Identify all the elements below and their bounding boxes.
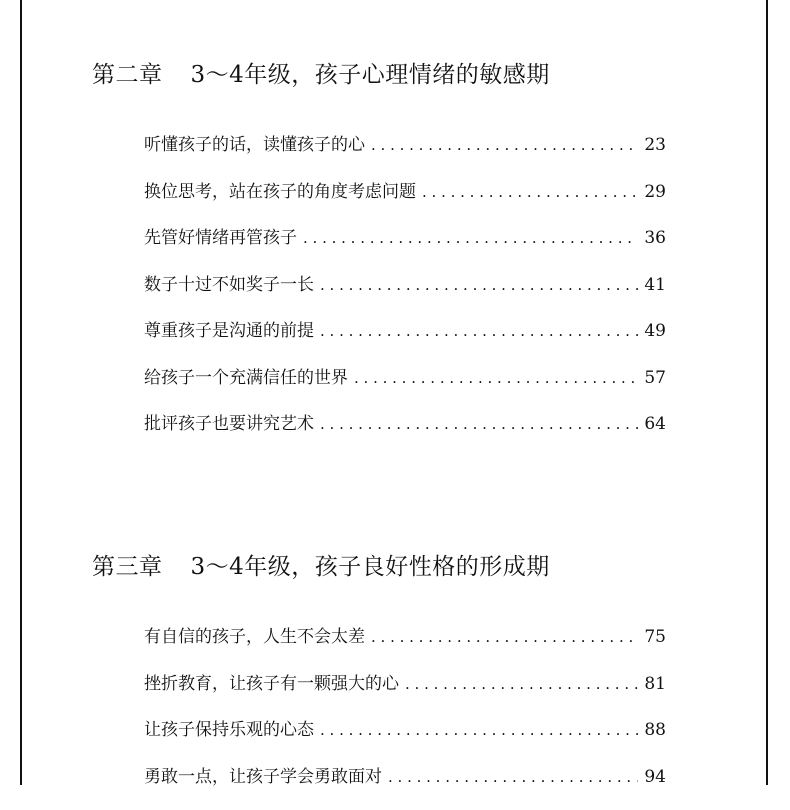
toc-entry[interactable] bbox=[144, 624, 666, 671]
dot-leader bbox=[371, 624, 638, 650]
dot-leader bbox=[371, 132, 638, 158]
toc-entry[interactable] bbox=[144, 411, 666, 458]
dot-leader bbox=[320, 272, 638, 298]
dot-leader bbox=[405, 671, 638, 697]
chapter-title: 3～4年级，孩子良好性格的形成期 bbox=[191, 554, 550, 580]
toc-entry-page: 57 bbox=[644, 365, 666, 391]
toc-entry-title: 批评孩子也要讲究艺术 bbox=[144, 411, 314, 437]
toc-entry-page: 64 bbox=[644, 411, 666, 437]
dot-leader bbox=[303, 225, 638, 251]
dot-leader bbox=[388, 764, 638, 790]
toc-entry-title: 有自信的孩子，人生不会太差 bbox=[144, 624, 365, 650]
dot-leader bbox=[422, 179, 638, 205]
toc-entry-title: 让孩子保持乐观的心态 bbox=[144, 717, 314, 743]
toc-entry-page: 81 bbox=[644, 671, 666, 697]
chapter-number: 第二章 bbox=[92, 60, 163, 90]
toc-entry-title: 勇敢一点，让孩子学会勇敢面对 bbox=[144, 764, 382, 790]
dot-leader bbox=[320, 411, 638, 437]
toc-entry-title: 尊重孩子是沟通的前提 bbox=[144, 318, 314, 344]
toc-entry-title: 换位思考，站在孩子的角度考虑问题 bbox=[144, 179, 416, 205]
toc-entry[interactable] bbox=[144, 365, 666, 412]
chapter-heading bbox=[92, 60, 712, 90]
toc-entry[interactable] bbox=[144, 272, 666, 319]
toc-entry-page: 94 bbox=[644, 764, 666, 790]
toc-entry[interactable] bbox=[144, 132, 666, 179]
toc-entry[interactable] bbox=[144, 717, 666, 764]
chapter-heading bbox=[92, 552, 712, 582]
toc-entry-page: 29 bbox=[644, 179, 666, 205]
toc-entry-title: 数子十过不如奖子一长 bbox=[144, 272, 314, 298]
toc-entry-list bbox=[144, 624, 666, 810]
chapter-section bbox=[92, 552, 712, 582]
toc-entry[interactable] bbox=[144, 764, 666, 810]
dot-leader bbox=[320, 717, 638, 743]
dot-leader bbox=[320, 318, 638, 344]
toc-entry[interactable] bbox=[144, 318, 666, 365]
toc-entry-title: 给孩子一个充满信任的世界 bbox=[144, 365, 348, 391]
toc-entry-page: 75 bbox=[644, 624, 666, 650]
toc-entry-page: 88 bbox=[644, 717, 666, 743]
chapter-number: 第三章 bbox=[92, 552, 163, 582]
chapter-section bbox=[92, 60, 712, 90]
toc-entry-title: 挫折教育，让孩子有一颗强大的心 bbox=[144, 671, 399, 697]
toc-entry-title: 先管好情绪再管孩子 bbox=[144, 225, 297, 251]
toc-entry-page: 49 bbox=[644, 318, 666, 344]
toc-entry-page: 36 bbox=[644, 225, 666, 251]
toc-entry-page: 41 bbox=[644, 272, 666, 298]
toc-page bbox=[20, 0, 768, 785]
toc-entry-page: 23 bbox=[644, 132, 666, 158]
toc-entry[interactable] bbox=[144, 671, 666, 718]
dot-leader bbox=[354, 365, 638, 391]
toc-entry[interactable] bbox=[144, 179, 666, 226]
toc-entry-list bbox=[144, 132, 666, 458]
toc-entry-title: 听懂孩子的话，读懂孩子的心 bbox=[144, 132, 365, 158]
toc-entry[interactable] bbox=[144, 225, 666, 272]
chapter-title: 3～4年级，孩子心理情绪的敏感期 bbox=[191, 62, 550, 88]
